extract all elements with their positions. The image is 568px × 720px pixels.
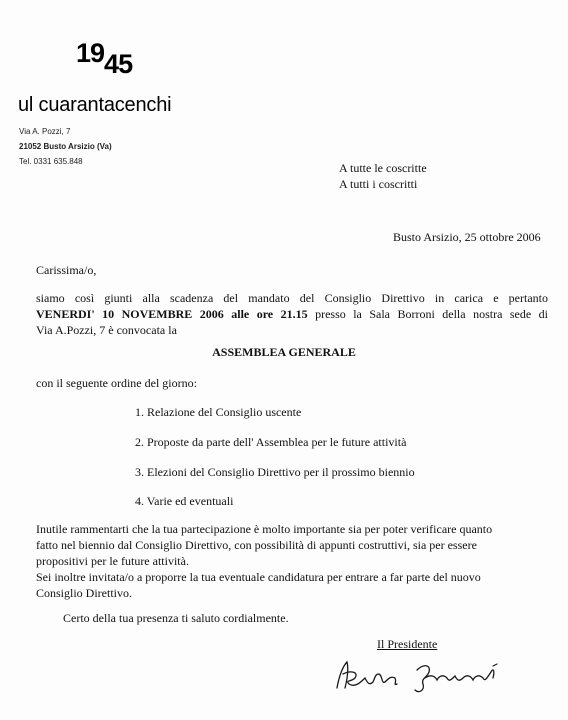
paragraph-line: Sei inoltre invitata/o a proporre la tua eventuale candidatura per entrare a far parte del nuovo [36, 570, 481, 584]
logo-name: ul cuarantacenchi [18, 94, 172, 116]
logo-year-part1: 19 [76, 38, 105, 68]
logo-year [76, 38, 133, 79]
agenda-item: 3. Elezioni del Consiglio Direttivo per il prossimo biennio [135, 465, 415, 479]
closing-line: Certo della tua presenza ti saluto cordialmente. [63, 611, 289, 625]
recipients [339, 160, 427, 192]
address-city: 21052 Busto Arsizio (Va) [19, 142, 112, 151]
agenda-intro: con il seguente ordine del giorno: [36, 376, 197, 390]
address-street: Via A. Pozzi, 7 [19, 127, 71, 136]
letter-date: Busto Arsizio, 25 ottobre 2006 [393, 230, 541, 244]
participation-paragraph [36, 521, 548, 601]
intro-paragraph [36, 290, 548, 338]
recipient-line: A tutte le coscritte [339, 161, 427, 175]
agenda-item: 2. Proposte da parte dell' Assemblea per le future attività [135, 435, 407, 449]
assembly-title: ASSEMBLEA GENERALE [212, 345, 356, 359]
meeting-location: presso la Sala Borroni della nostra sede di [307, 307, 548, 321]
meeting-datetime: VENERDI' 10 NOVEMBRE 2006 alle ore 21.15 [36, 307, 308, 321]
signature-image [325, 648, 525, 696]
paragraph-line: fatto nel biennio dal Consiglio Direttivo, con possibilità di appunti costruttivi, sia per essere [36, 538, 477, 552]
paragraph-line: propositivi per le future attività. [36, 554, 189, 568]
recipient-line: A tutti i coscritti [339, 177, 418, 191]
agenda-item: 4. Varie ed eventuali [135, 494, 234, 508]
greeting: Carissima/o, [36, 263, 97, 277]
address-phone: Tel. 0331 635.848 [19, 157, 83, 166]
paragraph-line: Inutile rammentarti che la tua partecipazione è molto importante sia per poter verificare quanto [36, 522, 493, 536]
signatory-title: Il Presidente [377, 637, 438, 651]
paragraph-line: Via A.Pozzi, 7 è convocata la [36, 323, 177, 337]
paragraph-line [36, 306, 548, 322]
logo-year-part2: 45 [104, 49, 133, 79]
paragraph-line: Consiglio Direttivo. [36, 586, 132, 600]
agenda-item: 1. Relazione del Consiglio uscente [135, 405, 302, 419]
paragraph-line: siamo così giunti alla scadenza del mandato del Consiglio Direttivo in carica e pertanto [36, 291, 548, 305]
